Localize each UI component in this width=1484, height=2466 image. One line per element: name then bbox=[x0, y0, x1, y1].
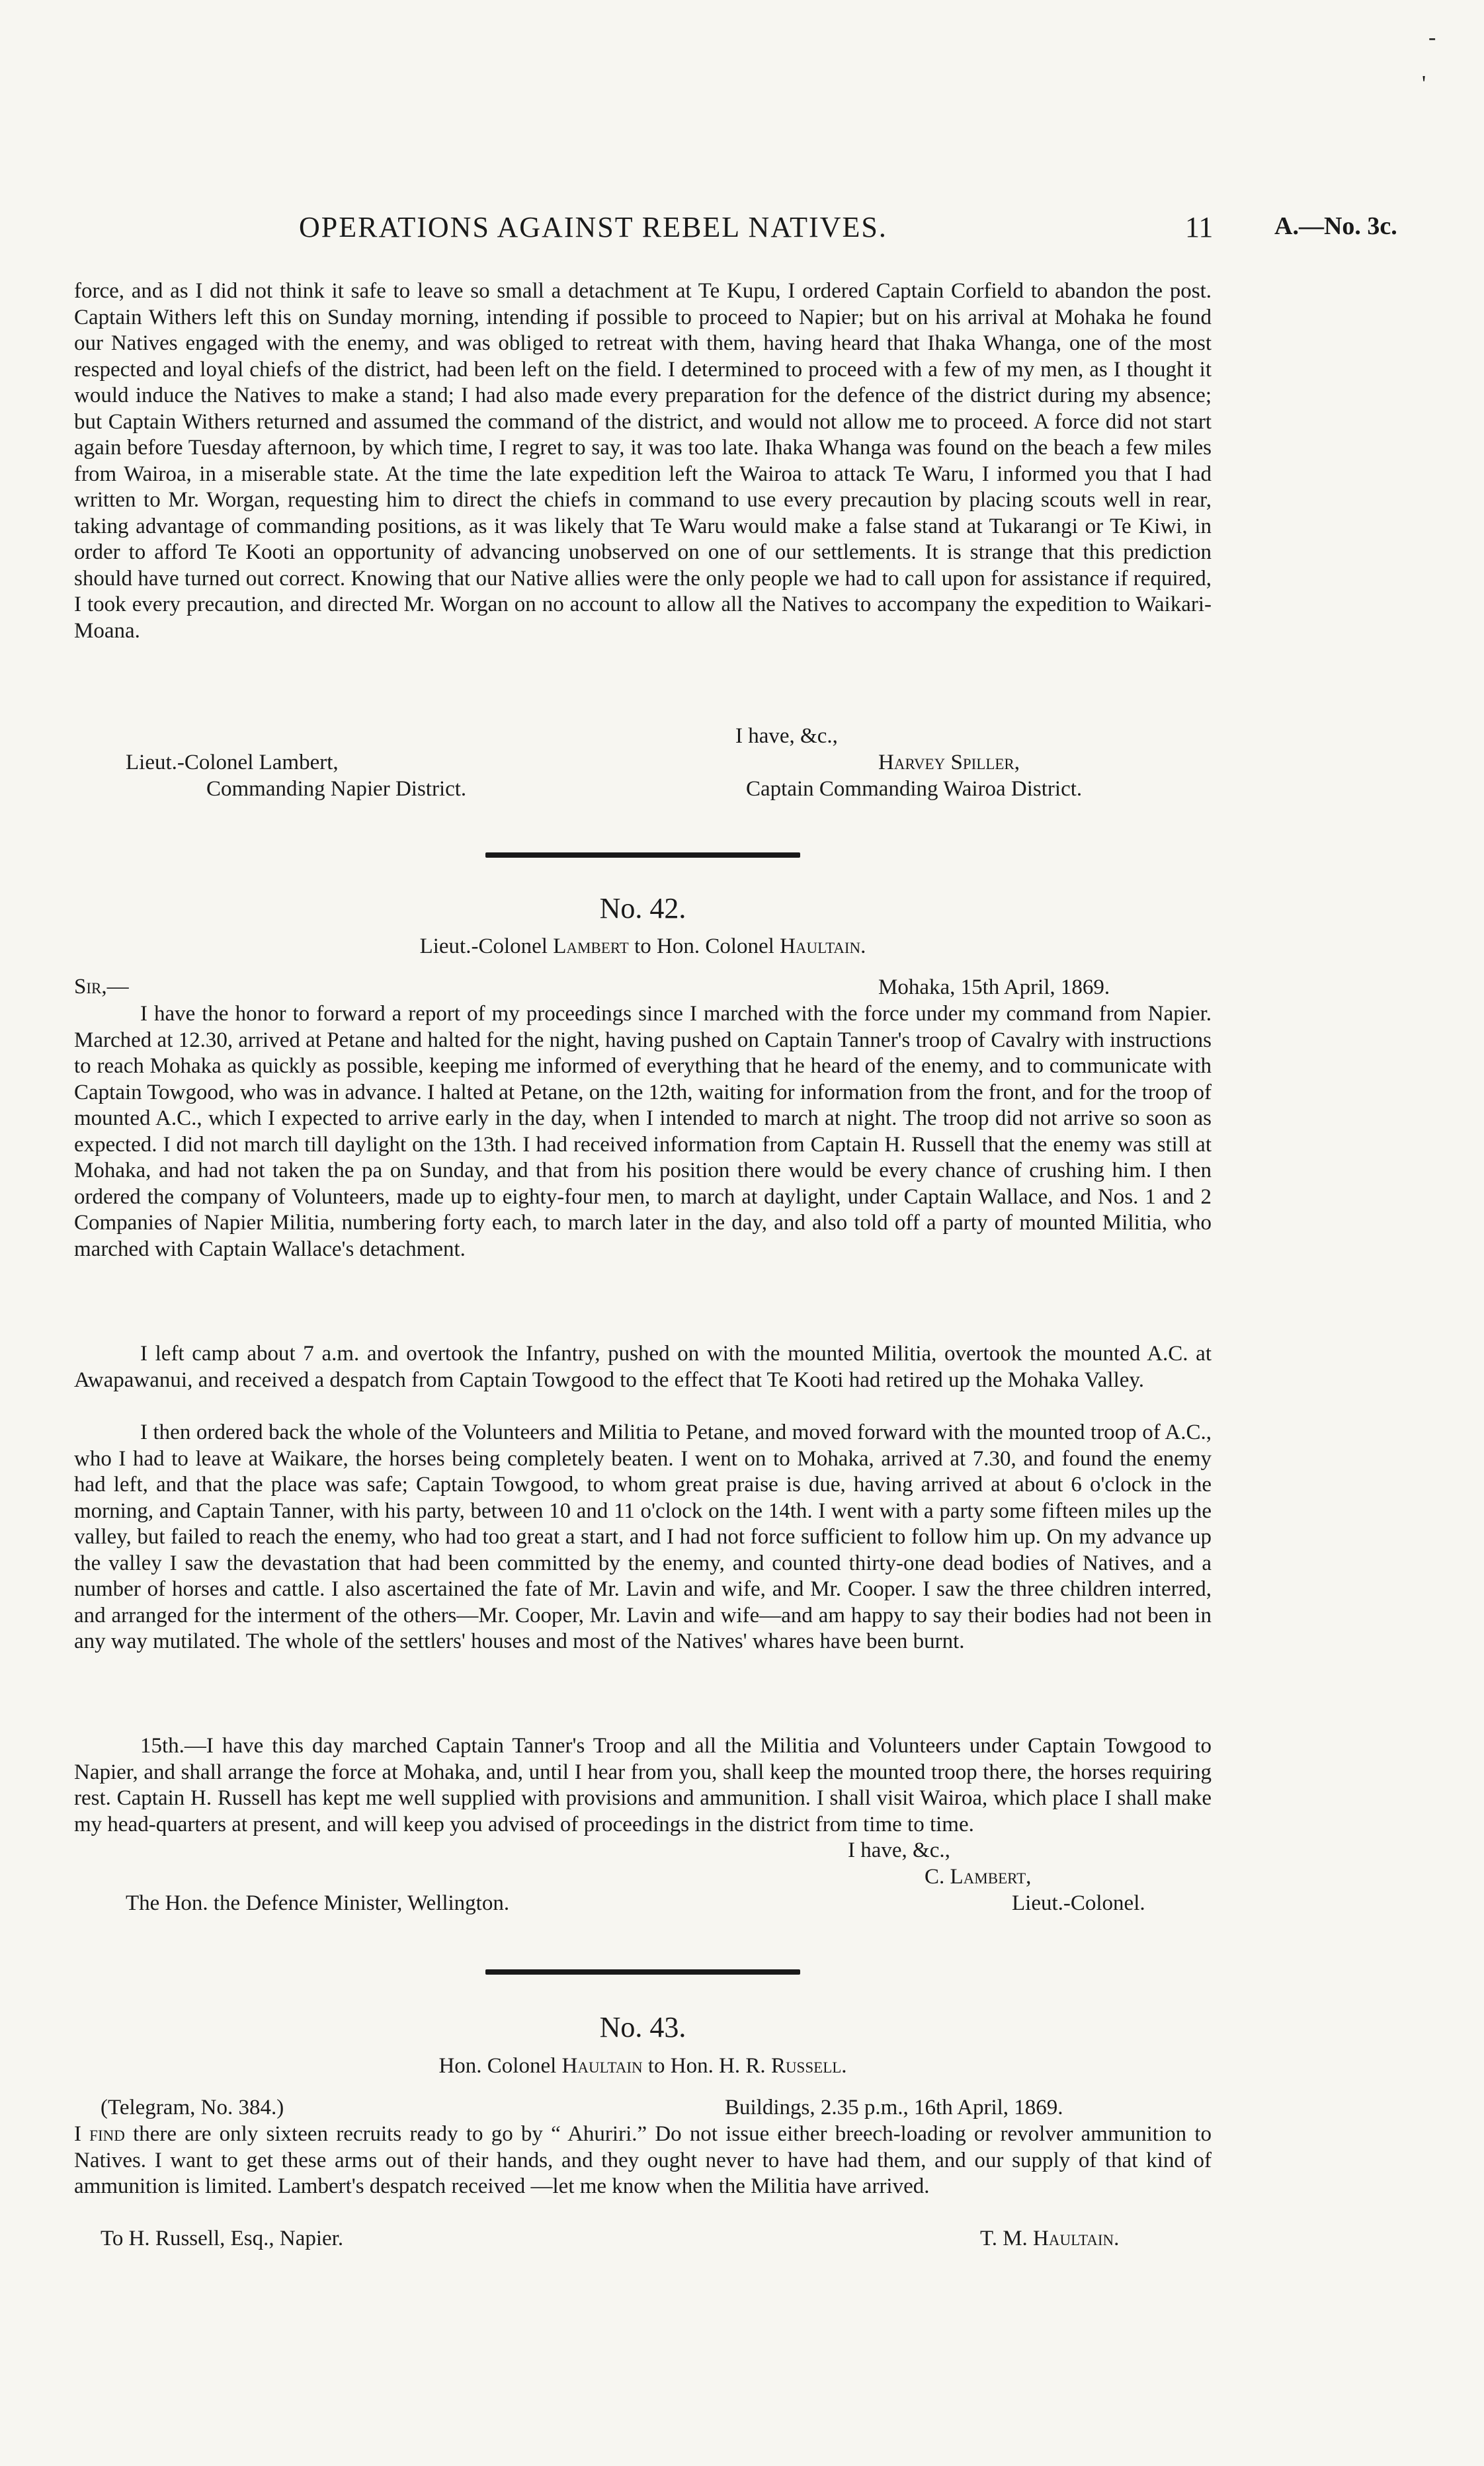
letter-43-place-date: Buildings, 2.35 p.m., 16th April, 1869. bbox=[725, 2096, 1063, 2119]
letter-43-to-name: Russell. bbox=[770, 2054, 847, 2078]
letter-41-closing: I have, &c., bbox=[735, 724, 838, 748]
page-title: OPERATIONS AGAINST REBEL NATIVES. bbox=[299, 211, 887, 243]
letter-43-heading bbox=[74, 2054, 1212, 2078]
letter-42-signature: C. Lambert, bbox=[925, 1865, 1032, 1889]
letter-43-body: there are only sixteen recruits ready to go by “ Ahuriri.” Do not issue either breech-loading or revolver ammunition to Natives. I want to get these arms out of their hands, and they ought never to have had them, and our supply of that kind of ammunition is limited. Lambert's despatch received —let me know when the Militia have arrived. bbox=[74, 2122, 1212, 2198]
letter-43-addressee: To H. Russell, Esq., Napier. bbox=[101, 2227, 344, 2250]
letter-42-paragraph-3: I then ordered back the whole of the Volunteers and Militia to Petane, and moved forward with the mounted troop of A.C., who I had to leave at Waikare, the horses being completely beaten. I went on to Mohaka, arrived at 7.30, and found the enemy had left, and that the place was safe; Captain Towgood, to whom great praise is due, having arrived at about 6 o'clock in the morning, and Captain Tanner, with his party, between 10 and 11 o'clock on the 14th. I went with a party some fifteen miles up the valley, but failed to reach the enemy, who had too great a start, and I had not force sufficient to follow him up. On my advance up the valley I saw the devastation that had been committed by the enemy, and counted thirty-one dead bodies of Natives, and a number of horses and cattle. I also ascertained the fate of Mr. Lavin and wife, and Mr. Cooper. I saw the three children interred, and arranged for the interment of the others—Mr. Cooper, Mr. Lavin and wife—and am happy to say their bodies had not been in any way mutilated. The whole of the settlers' houses and most of the Natives' whares have been burnt. bbox=[74, 1420, 1212, 1653]
letter-43-number: No. 43. bbox=[599, 2011, 686, 2043]
letter-41-addressee: Lieut.-Colonel Lambert, bbox=[126, 751, 339, 774]
letter-42-heading bbox=[74, 934, 1212, 959]
letter-42-from-prefix: Lieut.-Colonel bbox=[419, 934, 548, 958]
letter-41-signature: Harvey Spiller, bbox=[878, 751, 1020, 774]
letter-43-to-prefix: to Hon. H. R. bbox=[647, 2054, 766, 2078]
section-divider bbox=[485, 1969, 800, 1975]
letter-42-paragraph-4: 15th.—I have this day marched Captain Tanner's Troop and all the Militia and Volunteers under Captain Towgood to Napier, and shall arrange the force at Mohaka, and, until I hear from you, shall keep the mounted troop there, the horses requiring rest. Captain H. Russell has kept me well supplied with provisions and ammunition. I shall visit Wairoa, which place I shall make my head-quarters at present, and will keep you advised of proceedings in the district from time to time. bbox=[74, 1734, 1212, 1836]
letter-42-signature-title: Lieut.-Colonel. bbox=[1012, 1891, 1145, 1915]
letter-42-number: No. 42. bbox=[599, 892, 686, 925]
letter-43-telegram: (Telegram, No. 384.) bbox=[101, 2096, 284, 2119]
letter-42-paragraph-1: I have the honor to forward a report of my proceedings since I marched with the force under my command from Napier. Marched at 12.30, arrived at Petane and halted for the night, having pushed on Captain Tanner's troop of Cavalry with instructions to reach Mohaka as quickly as possible, keeping me informed of everything that he heard of the enemy, and to communicate with Captain Towgood, who was in advance. I halted at Petane, on the 12th, waiting for information from the front, and for the troop of mounted A.C., which I expected to arrive early in the day, when I intended to march at night. The troop did not arrive so soon as expected. I did not march till daylight on the 13th. I had received information from Captain H. Russell that the enemy was still at Mohaka, and had not taken the pa on Sunday, and that from his position there would be every chance of crushing him. I then ordered the company of Volunteers, made up to eighty-four men, to march at daylight, under Captain Wallace, and Nos. 1 and 2 Companies of Napier Militia, numbering forty each, to march later in the day, and also told off a party of mounted Militia, who marched with Captain Wallace's detachment. bbox=[74, 1002, 1212, 1261]
running-header bbox=[74, 210, 1397, 250]
letter-42-salutation: Sir,— bbox=[74, 975, 129, 999]
letter-42-paragraph-2: I left camp about 7 a.m. and overtook the Infantry, pushed on with the mounted Militia, overtook the mounted A.C. at Awapawanui, and received a despatch from Captain Towgood to the effect that Te Kooti had retired up the Mohaka Valley. bbox=[74, 1342, 1212, 1392]
letter-42-addressee: The Hon. the Defence Minister, Wellington. bbox=[126, 1891, 510, 1915]
letter-41-addressee-title: Commanding Napier District. bbox=[206, 777, 467, 801]
corner-mark-2: ' bbox=[1422, 71, 1426, 96]
letter-43-body-wrap bbox=[74, 2121, 1212, 2200]
letter-42-from-name: Lambert bbox=[553, 934, 629, 958]
letter-41-signature-title: Captain Commanding Wairoa District. bbox=[746, 777, 1083, 801]
letter-43-first-word: I find bbox=[74, 2122, 125, 2146]
page-number: 11 bbox=[1185, 211, 1214, 243]
letter-42-closing: I have, &c., bbox=[848, 1838, 950, 1862]
letter-43-from-prefix: Hon. Colonel bbox=[438, 2054, 557, 2078]
paper-reference: A.—No. 3c. bbox=[1274, 212, 1397, 240]
letter-42-to-prefix: to Hon. Colonel bbox=[634, 934, 774, 958]
section-divider bbox=[485, 852, 800, 858]
letter-43-signature: T. M. Haultain. bbox=[980, 2227, 1120, 2250]
letter-41-body: force, and as I did not think it safe to leave so small a detachment at Te Kupu, I ordered Captain Corfield to abandon the post. Captain Withers left this on Sunday morning, intending if possible to proceed to Napier; but on his arrival at Mohaka he found our Natives engaged with the enemy, and was obliged to retreat with them, having heard that Ihaka Whanga, one of the most respected and loyal chiefs of the district, had been left on the field. I determined to proceed with a few of my men, as I thought it would induce the Natives to make a stand; I had also made every preparation for the defence of the district during my absence; but Captain Withers returned and assumed the command of the district, and would not allow me to proceed. A force did not start again before Tuesday afternoon, by which time, I regret to say, it was too late. Ihaka Whanga was found on the beach a few miles from Wairoa, in a miserable state. At the time the late expedition left the Wairoa to attack Te Waru, I informed you that I had written to Mr. Worgan, requesting him to direct the chiefs in command to use every precaution by placing scouts well in rear, taking advantage of commanding positions, as it was likely that Te Waru would make a false stand at Tukarangi or Te Kiwi, in order to afford Te Kooti an opportunity of advancing unobserved on one of our settlements. It is strange that this prediction should have turned out correct. Knowing that our Native allies were the only people we had to call upon for assistance if required, I took every precaution, and directed Mr. Worgan on no account to allow all the Natives to accompany the expedition to Waikari-Moana. bbox=[74, 279, 1212, 643]
corner-mark: - bbox=[1428, 25, 1436, 50]
letter-42-place-date: Mohaka, 15th April, 1869. bbox=[878, 975, 1110, 999]
letter-43-from-name: Haultain bbox=[561, 2054, 643, 2078]
letter-42-to-name: Haultain. bbox=[780, 934, 866, 958]
